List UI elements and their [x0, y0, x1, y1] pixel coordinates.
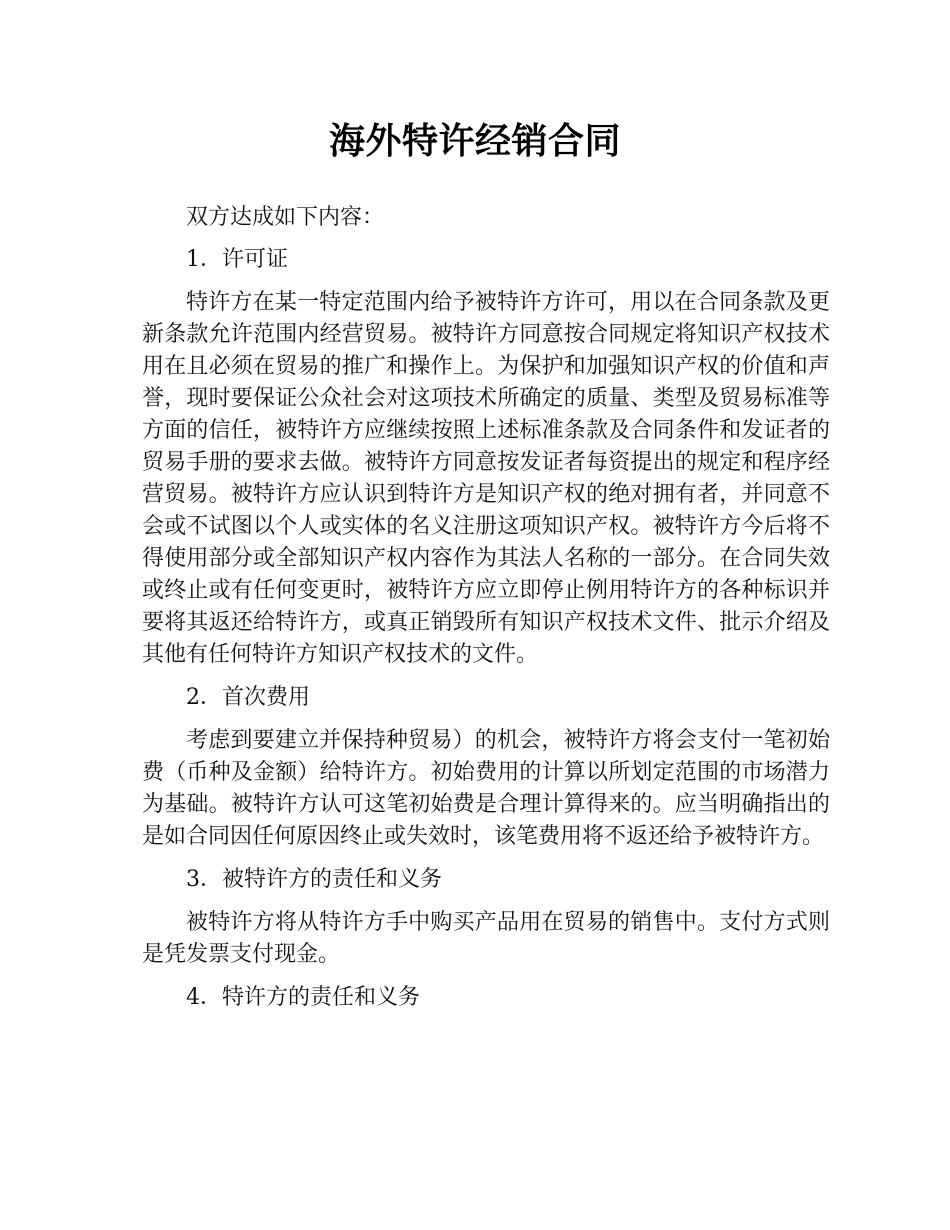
- section-3-body: 被特许方将从特许方手中购买产品用在贸易的销售中。支付方式则是凭发票支付现金。: [142, 910, 830, 967]
- section-2-heading: 2．首次费用: [186, 685, 310, 710]
- intro-paragraph: 双方达成如下内容：: [186, 205, 385, 230]
- section-1-heading: 1．许可证: [186, 247, 288, 272]
- document-title: 海外特许经销合同: [328, 121, 621, 162]
- section-2-body: 考虑到要建立并保持种贸易）的机会，被特许方将会支付一笔初始费（币种及金额）给特许方。初始费用的计算以所划定范围的市场潜力为基础。被特许方认可这笔初始费是合理计算得来的。应当明确指出的是如合同因任何原因终止或失效时，该笔费用将不返还给予被特许方。: [142, 728, 830, 849]
- document-body: [142, 202, 830, 1014]
- section-1-body: 特许方在某一特定范围内给予被特许方许可，用以在合同条款及更新条款允许范围内经营贸易。被特许方同意按合同规定将知识产权技术用在且必须在贸易的推广和操作上。为保护和加强知识产权的价值和声誉，现时要保证公众社会对这项技术所确定的质量、类型及贸易标准等方面的信任，被特许方应继续按照上述标准条款及合同条件和发证者的贸易手册的要求去做。被特许方同意按发证者每资提出的规定和程序经营贸易。被特许方应认识到特许方是知识产权的绝对拥有者，并同意不会或不试图以个人或实体的名义注册这项知识产权。被特许方今后将不得使用部分或全部知识产权内容作为其法人名称的一部分。在合同失效或终止或有任何变更时，被特许方应立即停止例用特许方的各种标识并要将其返还给特许方，或真正销毁所有知识产权技术文件、批示介绍及其他有任何特许方知识产权技术的文件。: [142, 290, 830, 667]
- section-4-heading: 4．特许方的责任和义务: [186, 985, 420, 1010]
- section-3-heading: 3．被特许方的责任和义务: [186, 867, 442, 892]
